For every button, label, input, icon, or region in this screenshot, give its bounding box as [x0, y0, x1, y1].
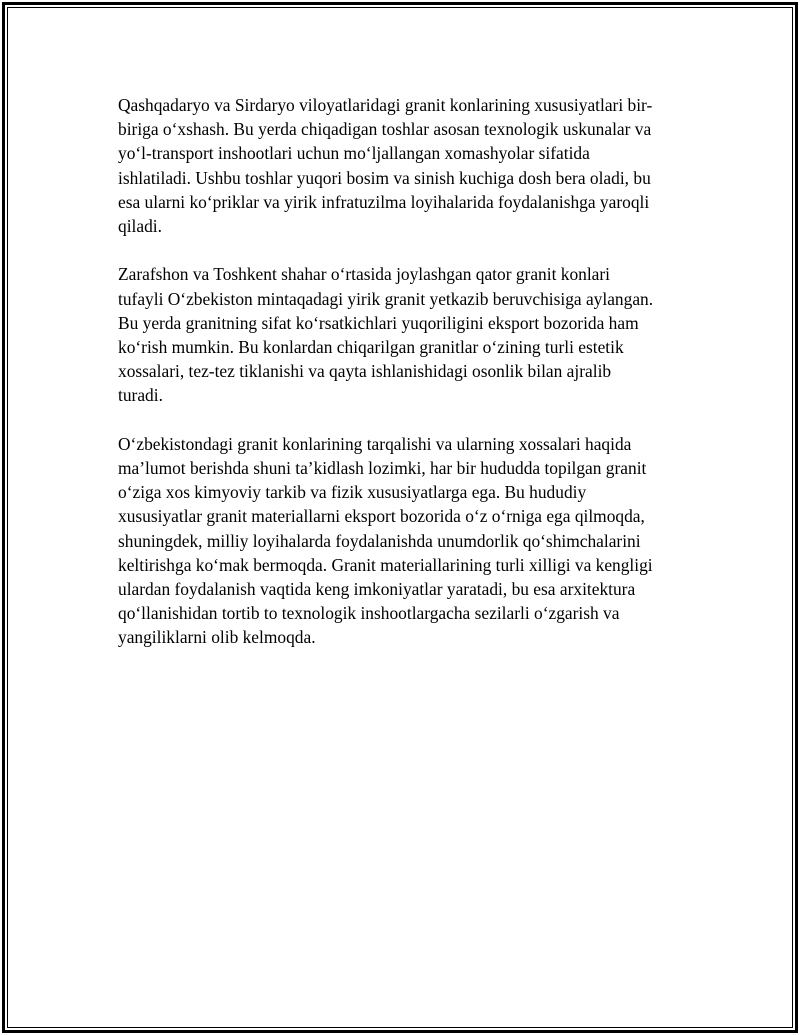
text-line: qo‘llanishidan tortib to texnologik inshootlargacha sezilarli o‘zgarish va	[118, 603, 620, 624]
text-line: xususiyatlar granit materiallarni eksport bozorida o‘z o‘rniga ega qilmoqda,	[118, 506, 645, 527]
text-line: shuningdek, milliy loyihalarda foydalanishda unumdorlik qo‘shimchalarini	[118, 530, 641, 551]
paragraph-2	[118, 262, 693, 407]
text-line: o‘ziga xos kimyoviy tarkib va fizik xususiyatlarga ega. Bu hududiy	[118, 482, 587, 503]
text-line: tufayli O‘zbekiston mintaqadagi yirik granit yetkazib beruvchisiga aylangan.	[118, 288, 654, 309]
text-line: Qashqadaryo va Sirdaryo viloyatlaridagi granit konlarining xususiyatlari bir-	[118, 95, 653, 115]
text-line: keltirishga ko‘mak bermoqda. Granit materiallarining turli xilligi va kengligi	[118, 554, 653, 575]
text-line: qiladi.	[118, 216, 162, 237]
text-line: esa ularni ko‘priklar va yirik infratuzilma loyihalarida foydalanishga yaroqli	[118, 191, 650, 212]
paragraph-1	[118, 93, 693, 238]
text-line: yo‘l-transport inshootlari uchun mo‘ljallangan xomashyolar sifatida	[118, 143, 590, 164]
text-line: yangiliklarni olib kelmoqda.	[118, 627, 316, 648]
text-line: ulardan foydalanish vaqtida keng imkoniyatlar yaratadi, bu esa arxitektura	[118, 579, 636, 600]
text-line: ma’lumot berishda shuni ta’kidlash lozimki, har bir hududda topilgan granit	[118, 458, 647, 479]
document-body	[118, 93, 693, 674]
paragraph-3	[118, 432, 693, 650]
text-line: xossalari, tez-tez tiklanishi va qayta ishlanishidagi osonlik bilan ajralib	[118, 361, 612, 382]
text-line: turadi.	[118, 385, 163, 406]
text-line: ko‘rish mumkin. Bu konlardan chiqarilgan granitlar o‘zining turli estetik	[118, 337, 624, 358]
text-line: O‘zbekistondagi granit konlarining tarqalishi va ularning xossalari haqida	[118, 433, 632, 454]
text-line: Zarafshon va Toshkent shahar o‘rtasida joylashgan qator granit konlari	[118, 264, 611, 285]
text-line: biriga o‘xshash. Bu yerda chiqadigan toshlar asosan texnologik uskunalar va	[118, 119, 652, 140]
text-line: ishlatiladi. Ushbu toshlar yuqori bosim va sinish kuchiga dosh bera oladi, bu	[118, 167, 651, 188]
text-line: Bu yerda granitning sifat ko‘rsatkichlari yuqoriligini eksport bozorida ham	[118, 312, 639, 333]
